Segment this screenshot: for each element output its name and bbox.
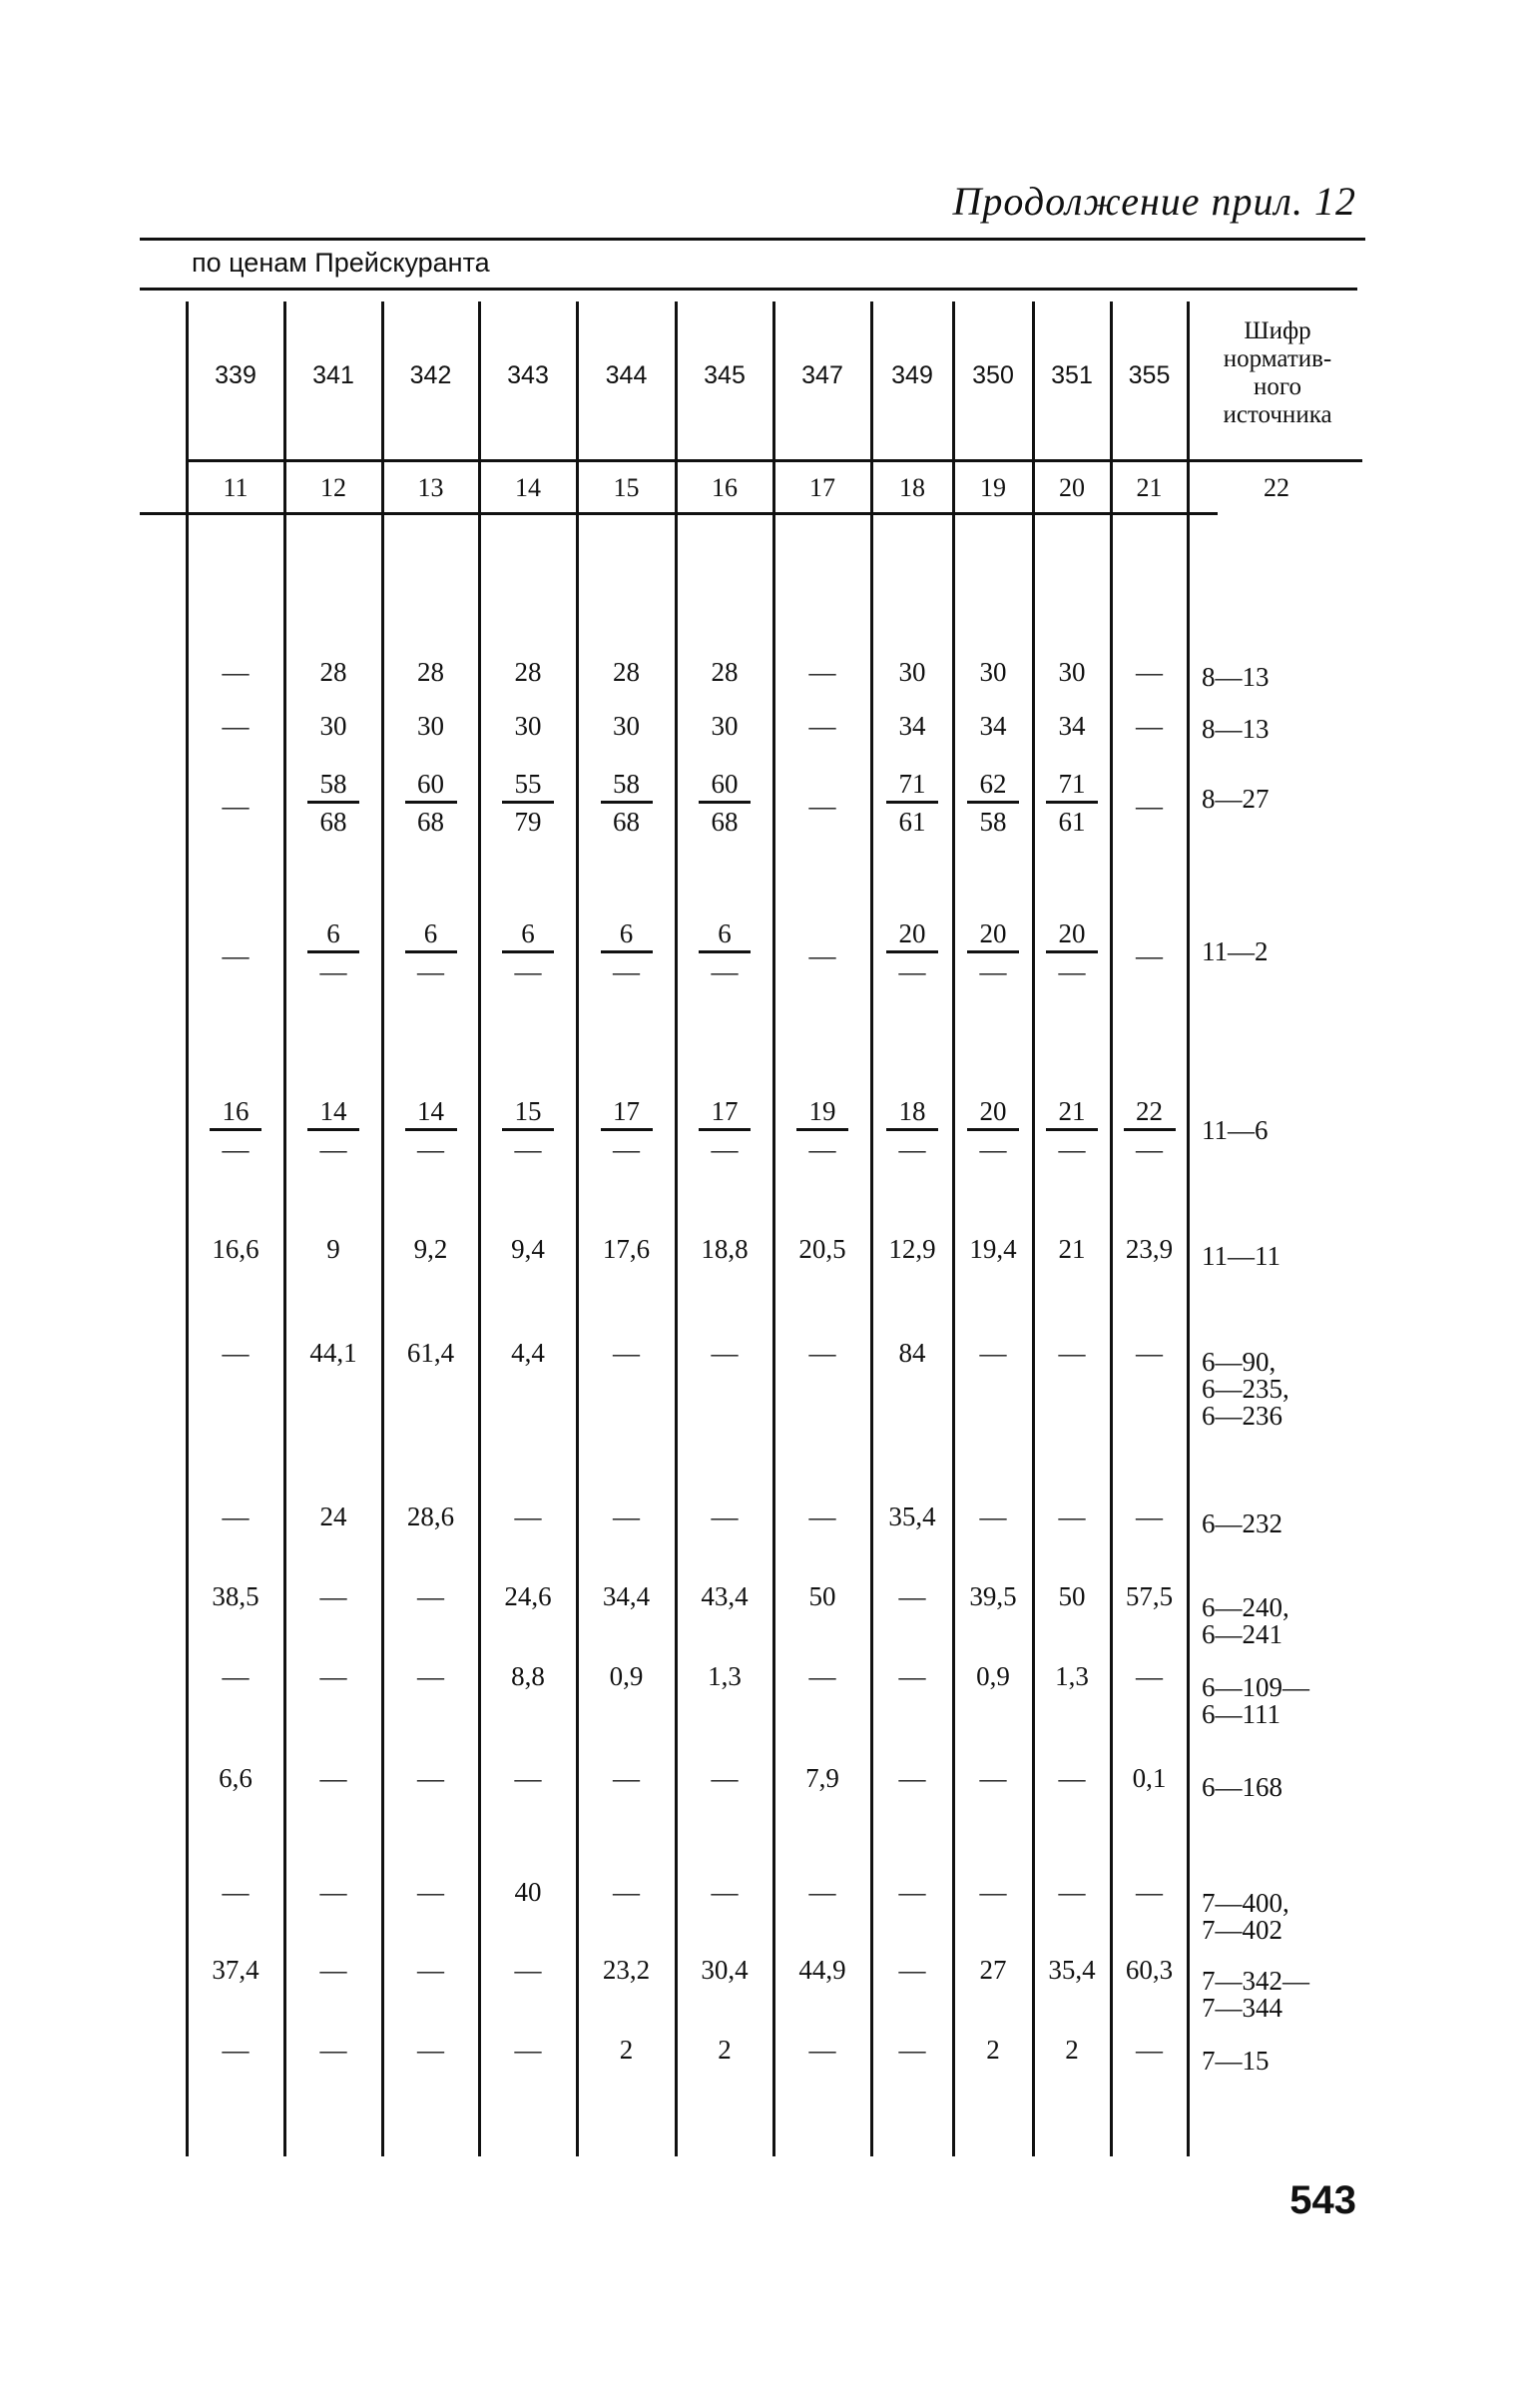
table-cell: — — [979, 1763, 1007, 1793]
table-cell: — — [319, 1955, 347, 1985]
table-cell: 84 — [898, 1338, 926, 1368]
fraction-numerator: 6 — [718, 918, 732, 948]
table-cell: 61,4 — [406, 1338, 455, 1368]
table-cell: 9,4 — [511, 1234, 545, 1264]
fraction-denominator: — — [808, 1134, 836, 1164]
fraction-denominator: — — [417, 956, 444, 986]
table-cell: 57,5 — [1125, 1581, 1174, 1611]
fraction-denominator: 79 — [514, 807, 542, 837]
fraction-cell — [382, 767, 479, 840]
fraction-cell — [382, 916, 479, 989]
source-cell: 11—6 — [1202, 1115, 1269, 1145]
fraction-cell — [773, 1094, 871, 1167]
table-cell: — — [222, 1877, 250, 1907]
table-cell: — — [222, 940, 250, 970]
column-number: 13 — [417, 473, 444, 502]
fraction-cell — [382, 1094, 479, 1167]
fraction-numerator: 58 — [613, 769, 640, 799]
table-cell: 43,4 — [701, 1581, 749, 1611]
fraction-denominator: 68 — [319, 807, 347, 837]
fraction-denominator: — — [1058, 1134, 1086, 1164]
table-cell: — — [1136, 1661, 1163, 1691]
table-cell: 0,9 — [609, 1661, 644, 1691]
column-number: 20 — [1059, 473, 1085, 502]
fraction-cell — [953, 1094, 1033, 1167]
source-cell: 6—232 — [1202, 1508, 1282, 1538]
table-cell: 40 — [514, 1877, 542, 1907]
table-cell: 60,3 — [1125, 1955, 1174, 1985]
table-cell: 2 — [986, 2035, 1000, 2065]
fraction-cell — [479, 1094, 577, 1167]
fraction-numerator: 6 — [619, 918, 634, 948]
fraction-cell — [284, 916, 382, 989]
fraction-denominator: 68 — [613, 807, 640, 837]
fraction-denominator: — — [979, 956, 1007, 986]
table-cell: — — [1058, 1763, 1086, 1793]
table-cell: — — [979, 1502, 1007, 1531]
table-cell: — — [808, 791, 836, 821]
table-cell: 12,9 — [888, 1234, 936, 1264]
fraction-denominator: — — [222, 1134, 250, 1164]
column-code: 343 — [507, 361, 549, 389]
fraction-denominator: — — [319, 1134, 347, 1164]
fraction-cell — [676, 1094, 773, 1167]
fraction-numerator: 16 — [222, 1096, 250, 1126]
table-cell: 30 — [1058, 657, 1086, 687]
fraction-denominator: — — [1058, 956, 1086, 986]
table-cell: — — [1136, 791, 1163, 821]
table-cell: 30 — [979, 657, 1007, 687]
column-number: 21 — [1136, 473, 1163, 502]
fraction-denominator: 58 — [979, 807, 1007, 837]
table-cell: — — [1058, 1502, 1086, 1531]
table-cell: — — [319, 1877, 347, 1907]
table-cell: — — [1136, 657, 1163, 687]
fraction-cell — [1033, 916, 1111, 989]
table-cell: 0,1 — [1132, 1763, 1167, 1793]
fraction-numerator: 18 — [898, 1096, 926, 1126]
table-cell: 23,2 — [602, 1955, 651, 1985]
column-number: 12 — [320, 473, 346, 502]
table-cell: — — [319, 1581, 347, 1611]
fraction-cell — [1033, 1094, 1111, 1167]
table-cell: — — [319, 1661, 347, 1691]
fraction-numerator: 17 — [613, 1096, 640, 1126]
table-cell: 18,8 — [701, 1234, 749, 1264]
column-code: 355 — [1128, 361, 1171, 389]
fraction-cell — [1033, 767, 1111, 840]
table-cell: 44,9 — [798, 1955, 846, 1985]
table-cell: — — [319, 1763, 347, 1793]
fraction-numerator: 19 — [808, 1096, 836, 1126]
source-column-header: Шифр норматив- ного источника — [1223, 317, 1332, 428]
table-cell: 8,8 — [511, 1661, 545, 1691]
table-cell: 19,4 — [969, 1234, 1017, 1264]
table-cell: — — [613, 1338, 640, 1368]
table-cell: — — [1058, 1338, 1086, 1368]
table-cell: — — [711, 1502, 739, 1531]
table-cell: 30 — [319, 711, 347, 741]
header-bottom-rule — [140, 512, 1218, 515]
table-cell: — — [898, 1763, 926, 1793]
header-divider-rule — [187, 459, 1362, 462]
table-cell: — — [808, 711, 836, 741]
table-cell: — — [222, 2035, 250, 2065]
fraction-denominator: — — [613, 1134, 640, 1164]
fraction-denominator: — — [514, 1134, 542, 1164]
table-cell: — — [1136, 2035, 1163, 2065]
fraction-denominator: — — [417, 1134, 444, 1164]
table-cell: 9,2 — [413, 1234, 448, 1264]
table-cell: — — [1136, 711, 1163, 741]
table-cell: — — [514, 1502, 542, 1531]
fraction-numerator: 20 — [979, 918, 1007, 948]
fraction-cell — [676, 916, 773, 989]
table-cell: 50 — [1058, 1581, 1086, 1611]
fraction-denominator: 61 — [898, 807, 926, 837]
fraction-cell — [1111, 1094, 1188, 1167]
fraction-numerator: 15 — [514, 1096, 542, 1126]
table-cell: 4,4 — [511, 1338, 545, 1368]
table-cell: 28 — [711, 657, 739, 687]
fraction-denominator: — — [711, 1134, 739, 1164]
table-cell: 34 — [898, 711, 926, 741]
fraction-numerator: 6 — [326, 918, 340, 948]
table-cell: 39,5 — [969, 1581, 1017, 1611]
table-cell: — — [222, 657, 250, 687]
table-cell: — — [898, 1955, 926, 1985]
table-cell: — — [979, 1877, 1007, 1907]
column-number: 16 — [712, 473, 738, 502]
table-cell: 7,9 — [805, 1763, 839, 1793]
column-code: 345 — [704, 361, 746, 389]
fraction-cell — [187, 1094, 284, 1167]
table-cell: — — [1136, 940, 1163, 970]
fraction-numerator: 6 — [423, 918, 438, 948]
fraction-denominator: — — [1136, 1134, 1163, 1164]
table-cell: 44,1 — [309, 1338, 357, 1368]
table-cell: 1,3 — [708, 1661, 742, 1691]
table-cell: — — [417, 1581, 444, 1611]
fraction-denominator: — — [514, 956, 542, 986]
column-number: 18 — [899, 473, 925, 502]
column-code: 349 — [891, 361, 933, 389]
table-cell: 34 — [979, 711, 1007, 741]
fraction-cell — [953, 916, 1033, 989]
table-cell: 28 — [319, 657, 347, 687]
table-cell: — — [1136, 1877, 1163, 1907]
source-cell: 7—342— 7—344 — [1202, 1966, 1309, 2023]
fraction-numerator: 60 — [711, 769, 739, 799]
table-cell: 1,3 — [1055, 1661, 1089, 1691]
table-cell: 23,9 — [1125, 1234, 1174, 1264]
fraction-numerator: 17 — [711, 1096, 739, 1126]
table-cell: — — [711, 1877, 739, 1907]
page-number: 543 — [1289, 2178, 1356, 2222]
table-cell: — — [417, 1661, 444, 1691]
column-code: 350 — [972, 361, 1014, 389]
column-number: 15 — [613, 473, 640, 502]
column-code: 339 — [215, 361, 256, 389]
column-code: 344 — [605, 361, 648, 389]
table-cell: 17,6 — [602, 1234, 651, 1264]
source-cell: 11—2 — [1202, 936, 1269, 966]
table-cell: — — [417, 2035, 444, 2065]
table-cell: — — [898, 1661, 926, 1691]
table-cell: 6,6 — [219, 1763, 253, 1793]
table-cell: 2 — [718, 2035, 732, 2065]
table-cell: — — [808, 940, 836, 970]
source-cell: 11—11 — [1202, 1241, 1280, 1271]
table-cell: 35,4 — [1048, 1955, 1096, 1985]
fraction-denominator: 68 — [417, 807, 444, 837]
fraction-denominator: — — [898, 956, 926, 986]
table-cell: — — [514, 1763, 542, 1793]
source-cell: 6—240, 6—241 — [1202, 1592, 1289, 1649]
fraction-denominator: 68 — [711, 807, 739, 837]
table-cell: 28 — [613, 657, 640, 687]
fraction-denominator: — — [613, 956, 640, 986]
table-cell: — — [808, 1338, 836, 1368]
table-cell: 21 — [1058, 1234, 1086, 1264]
table-cell: — — [808, 1877, 836, 1907]
fraction-numerator: 22 — [1136, 1096, 1163, 1126]
fraction-numerator: 21 — [1058, 1096, 1086, 1126]
table-cell: — — [222, 711, 250, 741]
table-cell: — — [898, 1581, 926, 1611]
table-cell: — — [1136, 1502, 1163, 1531]
fraction-numerator: 20 — [1058, 918, 1086, 948]
fraction-numerator: 71 — [898, 769, 926, 799]
table-cell: — — [222, 791, 250, 821]
table-cell: — — [417, 1763, 444, 1793]
source-cell: 8—13 — [1202, 714, 1270, 744]
table-cell: — — [808, 1502, 836, 1531]
table-cell: 30 — [417, 711, 444, 741]
table-cell: — — [898, 1877, 926, 1907]
table-cell: 37,4 — [212, 1955, 259, 1985]
title-rule — [140, 238, 1365, 241]
table-cell: 38,5 — [212, 1581, 259, 1611]
table-cell: — — [898, 2035, 926, 2065]
fraction-denominator: — — [979, 1134, 1007, 1164]
fraction-cell — [871, 916, 953, 989]
table-cell: — — [417, 1877, 444, 1907]
fraction-denominator: — — [319, 956, 347, 986]
table-cell: — — [613, 1763, 640, 1793]
source-cell: 6—109— 6—111 — [1202, 1672, 1309, 1729]
table-cell: 50 — [808, 1581, 836, 1611]
table-cell: — — [613, 1502, 640, 1531]
table-cell: 30 — [898, 657, 926, 687]
table-cell: — — [613, 1877, 640, 1907]
table-cell: — — [514, 2035, 542, 2065]
fraction-cell — [479, 767, 577, 840]
column-number: 17 — [809, 473, 835, 502]
source-cell: 6—168 — [1202, 1772, 1282, 1802]
table-cell: 30 — [711, 711, 739, 741]
column-number: 19 — [980, 473, 1006, 502]
table-cell: 30,4 — [701, 1955, 749, 1985]
fraction-numerator: 55 — [514, 769, 542, 799]
table-cell: 28 — [514, 657, 542, 687]
fraction-cell — [871, 1094, 953, 1167]
table-cell: — — [222, 1338, 250, 1368]
fraction-numerator: 14 — [319, 1096, 347, 1126]
table-cell: — — [711, 1763, 739, 1793]
fraction-numerator: 58 — [319, 769, 347, 799]
table-cell: — — [319, 2035, 347, 2065]
table-cell: 34 — [1058, 711, 1086, 741]
table-cell: — — [514, 1955, 542, 1985]
table-subtitle: по ценам Прейскуранта — [192, 248, 490, 278]
column-number: 11 — [223, 473, 249, 502]
fraction-numerator: 71 — [1058, 769, 1086, 799]
page-title: Продолжение прил. 12 — [952, 179, 1356, 224]
fraction-cell — [577, 916, 676, 989]
fraction-cell — [284, 1094, 382, 1167]
fraction-numerator: 20 — [979, 1096, 1007, 1126]
fraction-cell — [284, 767, 382, 840]
source-cell: 7—15 — [1202, 2046, 1270, 2076]
table-cell: — — [808, 1661, 836, 1691]
table-cell: — — [808, 657, 836, 687]
fraction-numerator: 60 — [417, 769, 444, 799]
fraction-numerator: 62 — [979, 769, 1007, 799]
table-cell: 28 — [417, 657, 444, 687]
fraction-numerator: 14 — [417, 1096, 444, 1126]
table-cell: — — [417, 1955, 444, 1985]
fraction-denominator: 61 — [1058, 807, 1086, 837]
column-number: 22 — [1264, 473, 1289, 502]
table-cell: 34,4 — [602, 1581, 651, 1611]
table-cell: 2 — [619, 2035, 634, 2065]
fraction-cell — [577, 767, 676, 840]
table-cell: 30 — [613, 711, 640, 741]
table-cell: 30 — [514, 711, 542, 741]
table-cell: 2 — [1065, 2035, 1079, 2065]
fraction-cell — [479, 916, 577, 989]
column-code: 342 — [409, 361, 452, 389]
table-cell: — — [979, 1338, 1007, 1368]
table-cell: 9 — [326, 1234, 340, 1264]
table-cell: 0,9 — [976, 1661, 1010, 1691]
column-code: 341 — [312, 361, 354, 389]
fraction-cell — [953, 767, 1033, 840]
header-top-rule — [140, 288, 1357, 291]
fraction-cell — [871, 767, 953, 840]
column-number: 14 — [515, 473, 541, 502]
column-code: 351 — [1051, 361, 1093, 389]
table-cell: 27 — [979, 1955, 1007, 1985]
table-cell: — — [808, 2035, 836, 2065]
table-cell: — — [711, 1338, 739, 1368]
source-cell: 7—400, 7—402 — [1202, 1888, 1289, 1945]
column-code: 347 — [801, 361, 843, 389]
fraction-denominator: — — [898, 1134, 926, 1164]
table-cell: — — [222, 1502, 250, 1531]
table-cell: 24 — [319, 1502, 347, 1531]
source-cell: 8—13 — [1202, 662, 1270, 692]
table-cell: 28,6 — [406, 1502, 455, 1531]
table-cell: 35,4 — [888, 1502, 936, 1531]
fraction-cell — [577, 1094, 676, 1167]
table-cell: — — [1058, 1877, 1086, 1907]
table-cell: 24,6 — [504, 1581, 552, 1611]
fraction-cell — [676, 767, 773, 840]
table-cell: 16,6 — [212, 1234, 259, 1264]
table-cell: — — [222, 1661, 250, 1691]
fraction-numerator: 20 — [898, 918, 926, 948]
table-cell: 20,5 — [798, 1234, 846, 1264]
fraction-denominator: — — [711, 956, 739, 986]
source-cell: 6—90, 6—235, 6—236 — [1202, 1347, 1289, 1431]
table-cell: — — [1136, 1338, 1163, 1368]
fraction-numerator: 6 — [521, 918, 535, 948]
source-cell: 8—27 — [1202, 784, 1270, 814]
